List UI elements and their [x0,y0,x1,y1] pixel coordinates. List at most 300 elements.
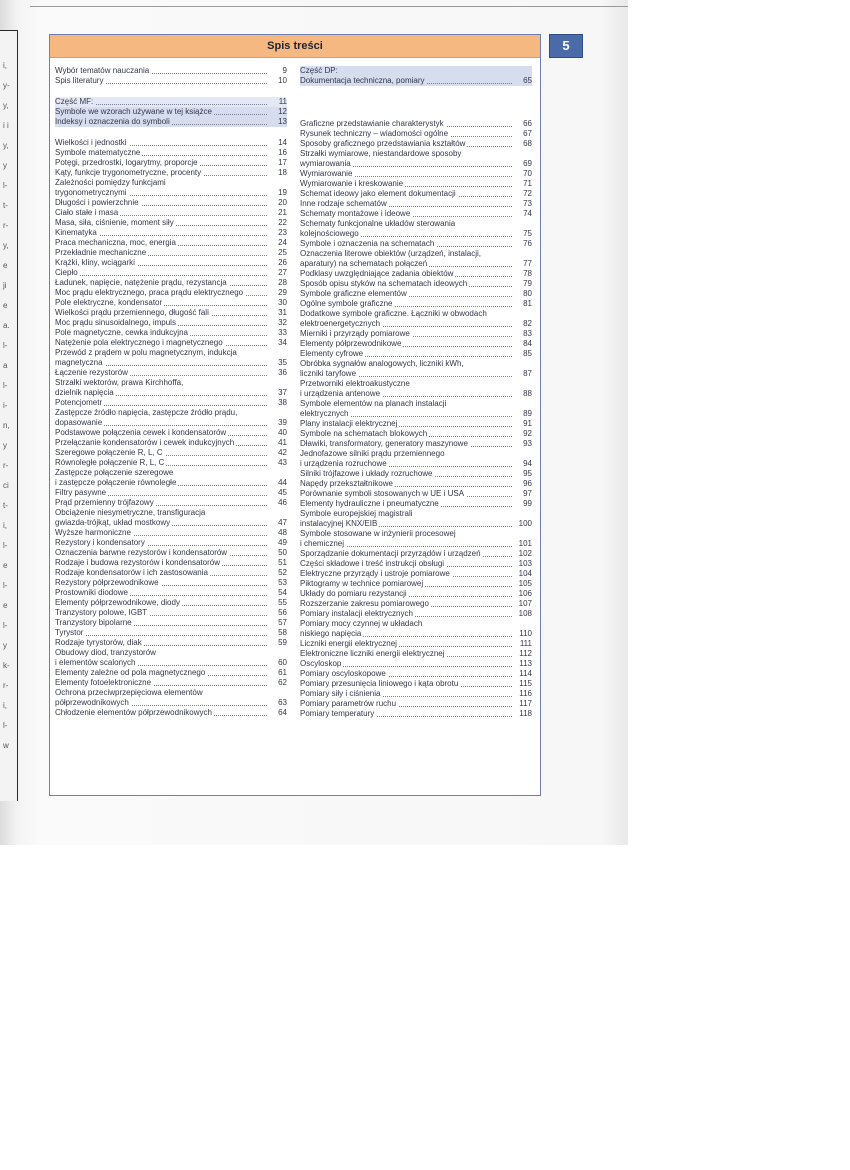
toc-entry[interactable] [300,549,532,559]
toc-entry-title: Spis literatury [55,76,104,85]
toc-left-column [55,66,287,718]
previous-page-text-fragment: a [3,361,8,370]
toc-entry-page: 100 [518,519,532,528]
previous-page-text-fragment: y, [3,141,9,150]
toc-entry-title: dopasowanie [55,418,103,427]
toc-entry[interactable] [300,639,532,649]
previous-page-text-fragment: l- [3,541,8,550]
toc-entry[interactable] [300,309,532,319]
toc-entry-page: 22 [278,218,287,227]
toc-entry[interactable] [55,498,287,508]
toc-entry-title: Podklasy uwzględniające zadania obiektów [300,269,454,278]
toc-entry-title: Pomiary temperatury [300,709,375,718]
toc-entry-page: 54 [278,588,287,597]
toc-entry-title: Część DP: [300,66,338,75]
previous-page-text-fragment: y [3,441,7,450]
toc-entry-title: Wielkości i jednostki [55,138,127,147]
toc-entry-page: 71 [523,179,532,188]
toc-entry-title: i zastępcze połączenie równoległe [55,478,177,487]
toc-entry-title: Moc prądu sinusoidalnego, impuls [55,318,176,327]
toc-entry-page: 111 [519,639,532,648]
toc-entry-page: 30 [278,298,287,307]
toc-entry[interactable] [300,709,532,719]
toc-entry[interactable] [55,538,287,548]
toc-entry[interactable] [300,449,532,459]
toc-entry[interactable] [300,289,532,299]
previous-page-text-fragment: i, [3,521,7,530]
toc-entry[interactable] [55,628,287,638]
toc-entry-title: liczniki taryfowe [300,369,357,378]
toc-entry-title: Napędy przekształtnikowe [300,479,393,488]
toc-entry[interactable] [300,129,532,139]
toc-entry[interactable] [300,259,532,269]
toc-entry[interactable] [55,298,287,308]
toc-entry[interactable] [300,179,532,189]
toc-entry-page: 69 [523,159,532,168]
toc-entry[interactable] [55,708,287,718]
toc-entry[interactable] [55,238,287,248]
toc-entry[interactable] [55,138,287,148]
toc-entry[interactable] [300,119,532,129]
toc-entry[interactable] [300,569,532,579]
toc-entry[interactable] [55,588,287,598]
toc-entry[interactable] [55,638,287,648]
toc-entry-title: Elementy zależne od pola magnetycznego [55,668,206,677]
toc-entry[interactable] [300,219,532,229]
section-spacer [55,127,287,138]
toc-entry[interactable] [55,178,287,188]
toc-entry-page: 21 [278,208,287,217]
toc-entry[interactable] [55,618,287,628]
toc-entry-title: Elementy półprzewodnikowe [300,339,402,348]
toc-entry-title: Chłodzenie elementów półprzewodnikowych [55,708,212,717]
toc-entry-title: Inne rodzaje schematów [300,199,387,208]
toc-entry-title: instalacyjnej KNX/EIB [300,519,378,528]
toc-entry-title: Symbole i oznaczenia na schematach [300,239,435,248]
toc-entry-page: 16 [278,148,287,157]
toc-entry-title: Przełączanie kondensatorów i cewek indukcyjnych [55,438,235,447]
toc-entry-title: Pole magnetyczne, cewka indukcyjna [55,328,188,337]
toc-entry[interactable] [300,649,532,659]
previous-page-text-fragment: l- [3,341,8,350]
previous-page-text-fragment: l- [3,621,8,630]
toc-entry[interactable] [300,319,532,329]
toc-entry-page: 118 [519,709,532,718]
toc-entry-page: 57 [278,618,287,627]
toc-entry-page: 34 [278,338,287,347]
toc-entry-page: 39 [278,418,287,427]
toc-entry-title: Indeksy i oznaczenia do symboli [55,117,170,126]
toc-entry-page: 61 [278,668,287,677]
toc-entry-title: Wyższe harmoniczne [55,528,131,537]
toc-entry-page: 82 [523,319,532,328]
toc-entry-page: 27 [278,268,287,277]
toc-entry[interactable] [300,299,532,309]
toc-entry-title: Wielkości prądu przemiennego, długość fali [55,308,209,317]
toc-entry-title: Natężenie pola elektrycznego i magnetycznego [55,338,223,347]
toc-entry[interactable] [300,499,532,509]
toc-entry-title: Łączenie rezystorów [55,368,128,377]
toc-entry-title: Zastępcze połączenie szeregowe [55,468,174,477]
toc-entry-title: Masa, siła, ciśnienie, moment siły [55,218,174,227]
toc-right-column [300,66,532,719]
toc-entry[interactable] [55,678,287,688]
toc-entry-page: 114 [519,669,532,678]
toc-entry-title: Moc prądu elektrycznego, praca prądu elektrycznego [55,288,244,297]
toc-entry[interactable] [55,648,287,658]
previous-page-text-fragment: y, [3,241,9,250]
toc-entry[interactable] [300,359,532,369]
previous-page-text-fragment: l- [3,581,8,590]
toc-entry[interactable] [55,408,287,418]
toc-entry-title: Część MF: [55,97,94,106]
toc-entry[interactable] [55,97,287,107]
toc-entry-title: Sposoby graficznego przedstawiania kształtów [300,139,466,148]
toc-entry-title: Wybór tematów nauczania [55,66,150,75]
toc-entry[interactable] [300,239,532,249]
toc-entry-title: Tyrystor [55,628,84,637]
toc-entry[interactable] [55,258,287,268]
toc-entry[interactable] [55,358,287,368]
toc-entry-title: Sposób opisu styków na schematach ideowych [300,279,468,288]
toc-entry[interactable] [55,248,287,258]
toc-entry[interactable] [55,318,287,328]
toc-entry[interactable] [55,107,287,117]
toc-entry[interactable] [300,419,532,429]
toc-entry-page: 89 [523,409,532,418]
toc-entry[interactable] [55,478,287,488]
toc-entry-page: 99 [523,499,532,508]
toc-entry-title: Zależności pomiędzy funkcjami [55,178,166,187]
toc-entry-title: Obudowy diod, tranzystorów [55,648,156,657]
toc-entry-title: magnetyczna [55,358,103,367]
toc-entry-title: Rezystory i kondensatory [55,538,145,547]
toc-entry[interactable] [300,139,532,149]
toc-entry[interactable] [300,519,532,529]
toc-entry[interactable] [300,76,532,86]
toc-entry[interactable] [55,148,287,158]
toc-entry-title: Rodzaje i budowa rezystorów i kondensatorów [55,558,220,567]
toc-entry-title: Schematy funkcjonalne układów sterowania [300,219,456,228]
toc-entry[interactable] [300,329,532,339]
toc-entry[interactable] [55,578,287,588]
toc-entry[interactable] [55,198,287,208]
previous-page-text-fragment: ji [3,281,7,290]
toc-entry-page: 40 [278,428,287,437]
toc-entry-title: elektroenergetycznych [300,319,381,328]
toc-entry-title: Silniki trójfazowe i układy rozruchowe [300,469,433,478]
toc-entry[interactable] [55,228,287,238]
previous-page-text-fragment: l- [3,721,8,730]
toc-entry-title: Rysunek techniczny – wiadomości ogólne [300,129,449,138]
toc-entry[interactable] [55,338,287,348]
toc-entry[interactable] [55,558,287,568]
toc-entry[interactable] [300,389,532,399]
toc-entry[interactable] [300,599,532,609]
previous-page-text-fragment: l- [3,181,8,190]
toc-entry-title: niskiego napięcia [300,629,362,638]
toc-entry[interactable] [55,66,287,76]
table-of-contents-panel [49,34,541,796]
toc-entry-title: dzielnik napięcia [55,388,114,397]
toc-entry-page: 20 [278,198,287,207]
toc-entry[interactable] [55,388,287,398]
previous-page-text-fragment: t- [3,201,8,210]
toc-entry[interactable] [300,509,532,519]
toc-entry[interactable] [55,76,287,86]
toc-entry-title: Ochrona przeciwprzepięciowa elementów [55,688,203,697]
toc-entry-page: 95 [523,469,532,478]
previous-page-text-fragment: r- [3,681,9,690]
toc-entry-title: Oscyloskop [300,659,342,668]
toc-entry[interactable] [55,368,287,378]
toc-entry-page: 41 [278,438,287,447]
page-number-badge: 5 [549,34,583,58]
toc-entry-page: 55 [278,598,287,607]
previous-page-text-fragment: r- [3,461,9,470]
toc-entry[interactable] [55,218,287,228]
toc-entry[interactable] [300,429,532,439]
toc-entry[interactable] [300,349,532,359]
toc-entry[interactable] [300,339,532,349]
toc-entry[interactable] [300,66,532,76]
toc-entry-title: Kinematyka [55,228,97,237]
toc-entry[interactable] [55,428,287,438]
toc-entry[interactable] [55,458,287,468]
toc-entry-page: 52 [278,568,287,577]
toc-entry-page: 56 [278,608,287,617]
toc-entry[interactable] [55,698,287,708]
toc-entry[interactable] [55,508,287,518]
toc-entry-title: Zastępcze źródło napięcia, zastępcze źródło prądu, [55,408,238,417]
toc-entry[interactable] [55,418,287,428]
toc-entry-title: Pomiary przesunięcia liniowego i kąta obrotu [300,679,459,688]
toc-entry-title: Długości i powierzchnie [55,198,139,207]
toc-entry-page: 66 [523,119,532,128]
toc-entry-page: 25 [278,248,287,257]
toc-entry[interactable] [300,199,532,209]
toc-entry-title: Pomiary instalacji elektrycznych [300,609,413,618]
toc-entry[interactable] [300,659,532,669]
toc-entry-title: elektrycznych [300,409,349,418]
toc-entry[interactable] [300,529,532,539]
toc-entry[interactable] [300,609,532,619]
toc-entry-title: Szeregowe połączenie R, L, C [55,448,163,457]
toc-entry-page: 49 [278,538,287,547]
toc-entry-title: Graficzne przedstawianie charakterystyk [300,119,444,128]
toc-entry-title: Podstawowe połączenia cewek i kondensatorów [55,428,227,437]
toc-entry[interactable] [300,679,532,689]
toc-entry-page: 93 [523,439,532,448]
toc-entry[interactable] [300,479,532,489]
toc-entry[interactable] [300,629,532,639]
toc-entry[interactable] [55,378,287,388]
toc-entry-title: Rezystory półprzewodnikowe [55,578,159,587]
toc-entry-title: Części składowe i treść instrukcji obsługi [300,559,445,568]
section-spacer [55,86,287,97]
toc-entry[interactable] [300,439,532,449]
toc-entry-page: 112 [519,649,532,658]
toc-entry-title: Krążki, kliny, wciągarki [55,258,135,267]
toc-entry-page: 59 [278,638,287,647]
toc-entry-page: 102 [518,549,532,558]
toc-entry-page: 73 [523,199,532,208]
toc-entry-title: Piktogramy w technice pomiarowej [300,579,424,588]
toc-entry-title: Tranzystory polowe, IGBT [55,608,148,617]
toc-entry-page: 106 [518,589,532,598]
toc-entry-title: Filtry pasywne [55,488,107,497]
toc-entry-page: 107 [518,599,532,608]
toc-entry[interactable] [55,518,287,528]
toc-entry-title: Przewód z prądem w polu magnetycznym, indukcja [55,348,237,357]
toc-entry-page: 104 [518,569,532,578]
toc-entry[interactable] [300,669,532,679]
previous-page-text-fragment: t- [3,501,8,510]
previous-page-text-fragment: y [3,641,7,650]
toc-entry[interactable] [55,158,287,168]
toc-entry[interactable] [300,249,532,259]
toc-entry[interactable] [55,288,287,298]
toc-entry[interactable] [300,559,532,569]
toc-entry[interactable] [300,409,532,419]
toc-entry-title: Pomiary siły i ciśnienia [300,689,381,698]
toc-entry[interactable] [300,539,532,549]
previous-page-text-fragment: y, [3,101,9,110]
toc-entry-page: 97 [523,489,532,498]
toc-entry-page: 9 [282,66,287,75]
toc-entry-title: Strzałki wymiarowe, niestandardowe sposoby [300,149,462,158]
toc-entry[interactable] [55,448,287,458]
toc-entry-page: 76 [523,239,532,248]
toc-entry[interactable] [55,348,287,358]
toc-entry-title: Przetworniki elektroakustyczne [300,379,410,388]
previous-page-text-fragment: i, [3,701,7,710]
toc-entry-title: Symbole matematyczne [55,148,141,157]
toc-entry-page: 31 [278,308,287,317]
toc-entry-page: 35 [278,358,287,367]
toc-entry[interactable] [300,699,532,709]
previous-page-text-fragment: e [3,261,8,270]
toc-entry[interactable] [55,328,287,338]
toc-entry-title: Prąd przemienny trójfazowy [55,498,154,507]
toc-entry-page: 58 [278,628,287,637]
toc-entry[interactable] [300,489,532,499]
toc-entry-title: Ładunek, napięcie, natężenie prądu, rezystancja [55,278,227,287]
toc-entry[interactable] [55,398,287,408]
toc-entry-title: Elektryczne przyrządy i ustroje pomiarowe [300,569,450,578]
toc-entry-page: 85 [523,349,532,358]
toc-entry[interactable] [55,608,287,618]
toc-entry-page: 37 [278,388,287,397]
toc-entry-title: Elementy cyfrowe [300,349,364,358]
toc-entry[interactable] [55,117,287,127]
toc-entry[interactable] [55,438,287,448]
previous-page-edge [0,30,18,801]
toc-entry-title: Pomiary parametrów ruchu [300,699,397,708]
toc-entry[interactable] [300,469,532,479]
toc-entry-title: Układy do pomiaru rezystancji [300,589,407,598]
toc-entry[interactable] [300,149,532,159]
toc-entry-page: 60 [278,658,287,667]
toc-entry-page: 26 [278,258,287,267]
toc-entry-title: Sporządzanie dokumentacji przyrządów i urządzeń [300,549,481,558]
toc-entry-title: Tranzystory bipolarne [55,618,132,627]
toc-entry[interactable] [300,169,532,179]
toc-entry-page: 18 [278,168,287,177]
toc-entry[interactable] [55,208,287,218]
toc-entry[interactable] [55,658,287,668]
toc-entry-title: Kąty, funkcje trygonometryczne, procenty [55,168,202,177]
toc-entry-page: 42 [278,448,287,457]
toc-entry-title: Porównanie symboli stosowanych w UE i USA [300,489,465,498]
toc-entry[interactable] [55,528,287,538]
toc-entry[interactable] [300,379,532,389]
toc-entry[interactable] [55,688,287,698]
toc-entry-page: 45 [278,488,287,497]
toc-entry-page: 110 [519,629,532,638]
toc-entry[interactable] [55,488,287,498]
toc-entry[interactable] [55,668,287,678]
toc-entry[interactable] [55,468,287,478]
toc-entry[interactable] [300,269,532,279]
toc-entry[interactable] [300,689,532,699]
toc-entry-page: 113 [519,659,532,668]
toc-entry[interactable] [300,369,532,379]
toc-entry-title: Potęgi, przedrostki, logarytmy, proporcje [55,158,198,167]
toc-entry-page: 23 [278,228,287,237]
toc-entry-page: 70 [523,169,532,178]
toc-entry-title: Pole elektryczne, kondensator [55,298,163,307]
toc-entry[interactable] [55,278,287,288]
toc-entry[interactable] [55,308,287,318]
toc-entry[interactable] [300,279,532,289]
toc-entry[interactable] [300,189,532,199]
toc-entry-page: 43 [278,458,287,467]
toc-entry[interactable] [300,579,532,589]
toc-entry[interactable] [55,598,287,608]
toc-entry-page: 78 [523,269,532,278]
toc-entry-page: 47 [278,518,287,527]
previous-page-text-fragment: y- [3,81,10,90]
toc-entry-page: 10 [278,76,287,85]
toc-entry-page: 38 [278,398,287,407]
toc-entry-title: Przekładnie mechaniczne [55,248,147,257]
page-top-edge [30,6,628,7]
toc-entry[interactable] [300,159,532,169]
toc-entry-title: Liczniki energii elektrycznej [300,639,397,648]
toc-entry[interactable] [300,459,532,469]
toc-entry[interactable] [300,619,532,629]
toc-entry[interactable] [55,168,287,178]
toc-entry[interactable] [55,188,287,198]
toc-entry-page: 46 [278,498,287,507]
previous-page-text-fragment: e [3,301,8,310]
toc-entry[interactable] [55,548,287,558]
toc-entry-page: 48 [278,528,287,537]
toc-entry[interactable] [300,589,532,599]
section-spacer [300,108,532,119]
toc-entry[interactable] [300,209,532,219]
toc-entry-page: 75 [523,229,532,238]
toc-entry-page: 108 [518,609,532,618]
toc-entry[interactable] [55,568,287,578]
toc-entry-page: 14 [278,138,287,147]
toc-entry[interactable] [55,268,287,278]
toc-entry[interactable] [300,399,532,409]
toc-entry[interactable] [300,229,532,239]
previous-page-text-fragment: e [3,601,8,610]
toc-entry-title: Wymiarowanie i kreskowanie [300,179,404,188]
